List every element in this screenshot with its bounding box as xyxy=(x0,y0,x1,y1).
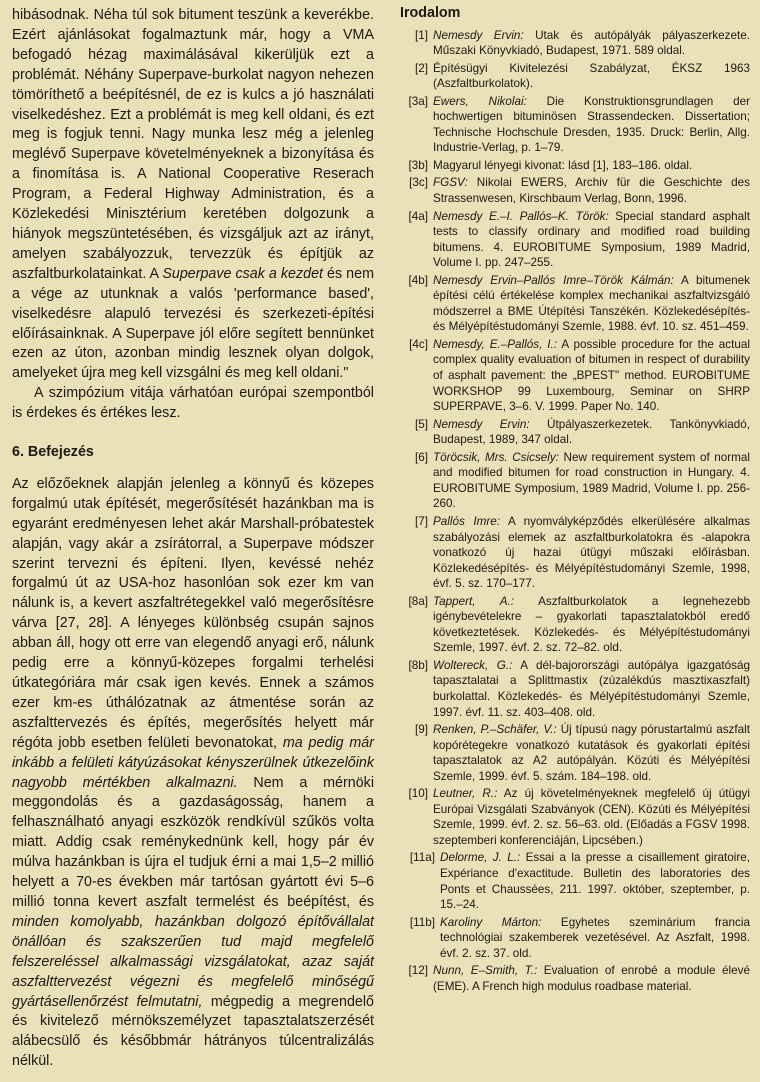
reference-author: Karoliny Márton: xyxy=(440,915,542,929)
reference-text xyxy=(433,158,750,174)
reference-text xyxy=(433,450,750,512)
reference-list xyxy=(400,28,750,995)
reference-number: [11a] xyxy=(409,851,435,865)
reference-item xyxy=(400,337,750,415)
reference-item xyxy=(400,450,750,512)
reference-body: Aszfaltburkolatok a legnehezebb igénybevételekre – gyakorlati tapasztalatokból eredő következtetések. Közlekedés- és Mélyépítéstudományi Szemle, 1997. évf. 2. sz. 72–82. old. xyxy=(433,594,750,655)
reference-text xyxy=(433,61,750,92)
reference-body: A bitumenek építési célú értékelése komplex mechanikai aszfaltvizsgáló módszerrel a BME Útépítési Tanszékén. Közlekedésépítés- és Mélyépítéstudományi Szemle, 1988. évf. 10. sz. 451–459. xyxy=(433,273,750,334)
reference-item xyxy=(400,61,750,92)
references-column xyxy=(400,6,750,996)
reference-text xyxy=(433,514,750,592)
text-run: Az előzőeknek alapján jelenleg a könnyű és közepes forgalmú utak építését, megerősítését hazánkban ma is egyaránt eredményesen lehet akár Marshall-próbatestek alapján, vagy akár a zsírátorral, a Superpave módszer szerint tervezni és építeni. Ilyen, kevéssé nehéz forgalmú út az USA-hoz hasonlóan sok ezer km van nálunk is, a kevert aszfaltrétegekkel való megerősítésre várva [27, 28]. A lényeges különbség csupán sajnos abban áll, hogy ott erre van elegendő anyagi erő, nálunk pedig erre a könnyű-közepes forgalmi terhelési útkategóriára már csak igen kevés. Ennek a számos ezer km-es úthálózatnak az átmentése során az aszfalttervezés és építés, megerősítés helyett már régóta jobb esetben felületi bevonatokat, xyxy=(12,475,374,751)
reference-body: A possible procedure for the actual complex quality evaluation of bitumen in respect of durability of asphalt pavement: the „BPEST" method. EUROBITUME WORKSHOP 99 Luxembourg, Seminar on SHRP SUPERPAVE, 3–6. V. 1999. Paper No. 140. xyxy=(433,337,750,414)
emphasized-text: ma pedig már inkább a felületi kátyúzásokat kényszerülnek útkezelőink nagyobb mértékben alkalmazni. xyxy=(12,734,374,791)
reference-author: Leutner, R.: xyxy=(433,787,498,801)
reference-text xyxy=(433,786,750,848)
reference-body: Magyarul lényegi kivonat: lásd [1], 183–186. oldal. xyxy=(433,158,693,172)
reference-number: [8b] xyxy=(408,658,428,672)
reference-author: Nemesdy E.–I. Pallós–K. Török: xyxy=(433,209,609,223)
reference-text xyxy=(433,417,750,448)
reference-body: Egyhetes szeminárium francia technológiai szakemberek vezetésével. Az Aszfalt, 1998. évf. 2. sz. 37. old. xyxy=(440,915,750,960)
reference-body: Utak és autópályák pályaszerkezete. Műszaki Könyvkiadó, Budapest, 1971. 589 oldal. xyxy=(433,28,750,58)
reference-item xyxy=(400,514,750,592)
text-run: Nem a mérnöki meggondolás és a gazdaságosság, hanem a felhasználható anyagi eszközök rendkívül szűkös volta miatt. Addig csak reménykednünk kell, hogy pár év múlva hazánkban is újra el tudjuk érni a mai 1,5–2 millió helyett a 70-es években már tartósan gyártott évi 5–6 millió tonna kevert aszfalt termelést és beépítést, és xyxy=(12,774,374,910)
text-run: mégpedig a megrendelő és kivitelező mérnökszemélyzet tapasztalatszerzését alábecsülő és későbbmár hátrányos túlcentralizálás nélkül. xyxy=(12,993,374,1070)
reference-text xyxy=(433,28,750,59)
reference-number: [10] xyxy=(408,787,428,801)
reference-number: [3a] xyxy=(408,94,428,108)
reference-item xyxy=(400,158,750,174)
reference-number: [3c] xyxy=(409,176,428,190)
paragraph-conclusion xyxy=(12,475,374,1072)
reference-author: Woltereck, G.: xyxy=(433,658,513,672)
reference-item xyxy=(400,963,750,994)
reference-body: Nikolai EWERS, Archiv für die Geschichte des Strassenwesen, Kirschbaum Verlag, Bonn, 1996. xyxy=(433,176,750,206)
reference-author: Nunn, E–Smith, T.: xyxy=(433,964,538,978)
text-run: hibásodnak. Néha túl sok bitument teszünk a keverékbe. Ezért ajánlásokat fogalmaztunk már, hogy a VMA befogadó hézag maximálásával kikerüljük ezt a problémát. Néhány Superpave-burkolat nagyon nehezen tömöríthető a beépítésnél, de ez is kulcs a jó használati viselkedéshez. Ezt a problémát is meg kell oldani, és ezt meg is fogjuk tenni. Nagy munka lesz még a jelenleg meglévő Superpave követelményeknek a bizonyítása és a finomítása is. A National Cooperative Reserach Program, a Federal Highway Administration, és a Közlekedési Minisztérium keretében dolgozunk a hiányok megszüntetésében, és vizsgáljuk azt az irányt, amelyen szabályozzuk, tervezzük és építjük az aszfaltburkolatainkat. A xyxy=(12,7,374,282)
reference-number: [5] xyxy=(415,417,428,431)
reference-item xyxy=(400,417,750,448)
reference-number: [6] xyxy=(415,450,428,464)
reference-body: Evaluation of enrobé a module élevé (EME). A French high modulus roadbase material. xyxy=(433,964,750,993)
reference-text xyxy=(433,658,750,720)
reference-body: A dél-bajorországi autópálya igazgatóság tapasztalatai a Splittmastix (zúzalékdús masztixaszfalt) burkolattal. Közlekedés- és Mélyépítéstudományi Szemle, 1997. évf. 11. sz. 403–408. old. xyxy=(433,658,750,719)
reference-item xyxy=(400,28,750,59)
reference-item xyxy=(400,658,750,720)
reference-text xyxy=(433,337,750,415)
reference-body: Építésügyi Kivitelezési Szabályzat, ÉKSZ 1963 (Aszfaltburkolatok). xyxy=(433,61,750,91)
reference-item xyxy=(400,209,750,271)
reference-body: Die Konstruktionsgrundlagen der hochwertigen bituminösen Strassendecken. Dissertation; Technische Hochschule Dresden, 1935. Druck: Berlin, Allg. Industrie-Verlag, p. 1–79. xyxy=(433,94,750,155)
reference-number: [8a] xyxy=(408,594,428,608)
reference-number: [2] xyxy=(415,61,428,75)
reference-author: Renken, P.–Schäfer, V.: xyxy=(433,723,557,737)
reference-body: Új típusú nagy pórustartalmú aszfalt kopórétegekre vonatkozó kutatások és gyakorlati építési tapasztalatok az A2 autópályán. Közúti és Mélyépítési Szemle, 1999. évf. 5. szám. 184–198. old. xyxy=(433,723,750,783)
reference-number: [1] xyxy=(415,28,428,42)
reference-author: Nemesdy, E.–Pallós, I.: xyxy=(433,337,558,351)
reference-text xyxy=(440,850,750,912)
reference-number: [12] xyxy=(408,964,428,978)
reference-body: New requirement system of normal and modified bitumen for road construction in Hungary. 4. EUROBITUME Symposium, 1989 Madrid, Volume I. pp. 256-260. xyxy=(433,450,750,511)
paragraph-symposium: A szimpózium vitája várhatóan európai szempontból is érdekes és értékes lesz. xyxy=(12,385,374,422)
reference-author: Pallós Imre: xyxy=(433,514,501,528)
reference-item xyxy=(400,722,750,784)
reference-item xyxy=(400,786,750,848)
reference-author: Nemesdy Ervin: xyxy=(433,28,524,42)
reference-body: Útpályaszerkezetek. Tankönyvkiadó, Budapest, 1989, 347 oldal. xyxy=(433,417,750,447)
reference-author: FGSV: xyxy=(433,176,468,190)
reference-number: [9] xyxy=(415,723,428,737)
reference-number: [4a] xyxy=(408,209,428,223)
reference-text xyxy=(433,94,750,156)
main-text-column xyxy=(12,6,374,1072)
reference-author: Töröcsik, Mrs. Csicsely: xyxy=(433,450,559,464)
reference-body: Essai a la presse a cisaillement giratoire, Expériance d'exactitude. Bulletin des laboratories des Ponts et Chaussées, 211. 1997. október, szeptember, p. 15.–24. xyxy=(440,851,750,912)
reference-text xyxy=(433,722,750,784)
reference-body: Special standard asphalt tests to classify ordinary and modified road building bitumens. 4. EUROBITUME Symposium, 1989 Madrid, Volume I. pp. 247–255. xyxy=(433,209,751,270)
reference-number: [3b] xyxy=(408,158,428,172)
emphasized-text: minden komolyabb, hazánkban dolgozó építővállalat önállóan és szakszerűen tud majd megfelelő felszereléssel alkalmassági vizsgálatokat, azaz saját aszfalttervezést végezni és megfelelő minőségű gyártásellenőrzést felmutatni, xyxy=(12,913,374,1010)
reference-author: Delorme, J. L.: xyxy=(440,851,521,865)
reference-item xyxy=(400,175,750,206)
reference-body: A nyomvályképződés elkerülésére alkalmas szabályozási elemek az aszfaltburkolatokra és -alapokra vonatkozó új hazai útügyi műszaki előírásban. Közlekedésépítés- és Mélyépítéstudományi Szemle, 1998, évf. 5. sz. 170–177. xyxy=(433,514,751,591)
text-run: és nem a vége az utunknak a valós 'performance based', viselkedésre alapuló tervezési és szerkezeti-építési előírásainknak. A Superpave jól előre segített bennünket ezen az úton, azonban mindig lesznek olyan dolgok, amelyeket újra meg kell vizsgálni és meg kell oldani." xyxy=(12,265,374,382)
reference-text xyxy=(433,963,750,994)
reference-author: Nemesdy Ervin: xyxy=(433,417,530,431)
reference-item xyxy=(400,915,750,962)
reference-author: Nemesdy Ervin–Pallós Imre–Török Kálmán: xyxy=(433,273,674,287)
reference-number: [7] xyxy=(415,514,428,528)
reference-number: [11b] xyxy=(409,915,435,929)
reference-item xyxy=(400,273,750,335)
reference-number: [4b] xyxy=(408,273,428,287)
references-title: Irodalom xyxy=(400,5,461,21)
reference-text xyxy=(433,175,750,206)
reference-text xyxy=(440,915,750,962)
reference-item xyxy=(400,850,750,912)
reference-author: Tappert, A.: xyxy=(433,594,515,608)
reference-number: [4c] xyxy=(409,337,428,351)
reference-text xyxy=(433,594,750,656)
reference-author: Ewers, Nikolai: xyxy=(433,94,527,108)
reference-body: Az új követelményeknek megfelelő új útügyi Európai Vizsgálati Szabványok (CEN). Közúti és Mélyépítési Szemle, 1999. évf. 2. sz. 56–63. old. (Előadás a FGSV 1998. szeptemberi konferenciáján, Lipcsében.) xyxy=(433,787,750,847)
section-heading: 6. Befejezés xyxy=(12,444,94,461)
reference-item xyxy=(400,94,750,156)
reference-text xyxy=(433,273,750,335)
reference-item xyxy=(400,594,750,656)
paragraph-quote-conclusion xyxy=(12,6,374,384)
reference-text xyxy=(433,209,750,271)
emphasized-text: Superpave csak a kezdet xyxy=(162,265,324,282)
